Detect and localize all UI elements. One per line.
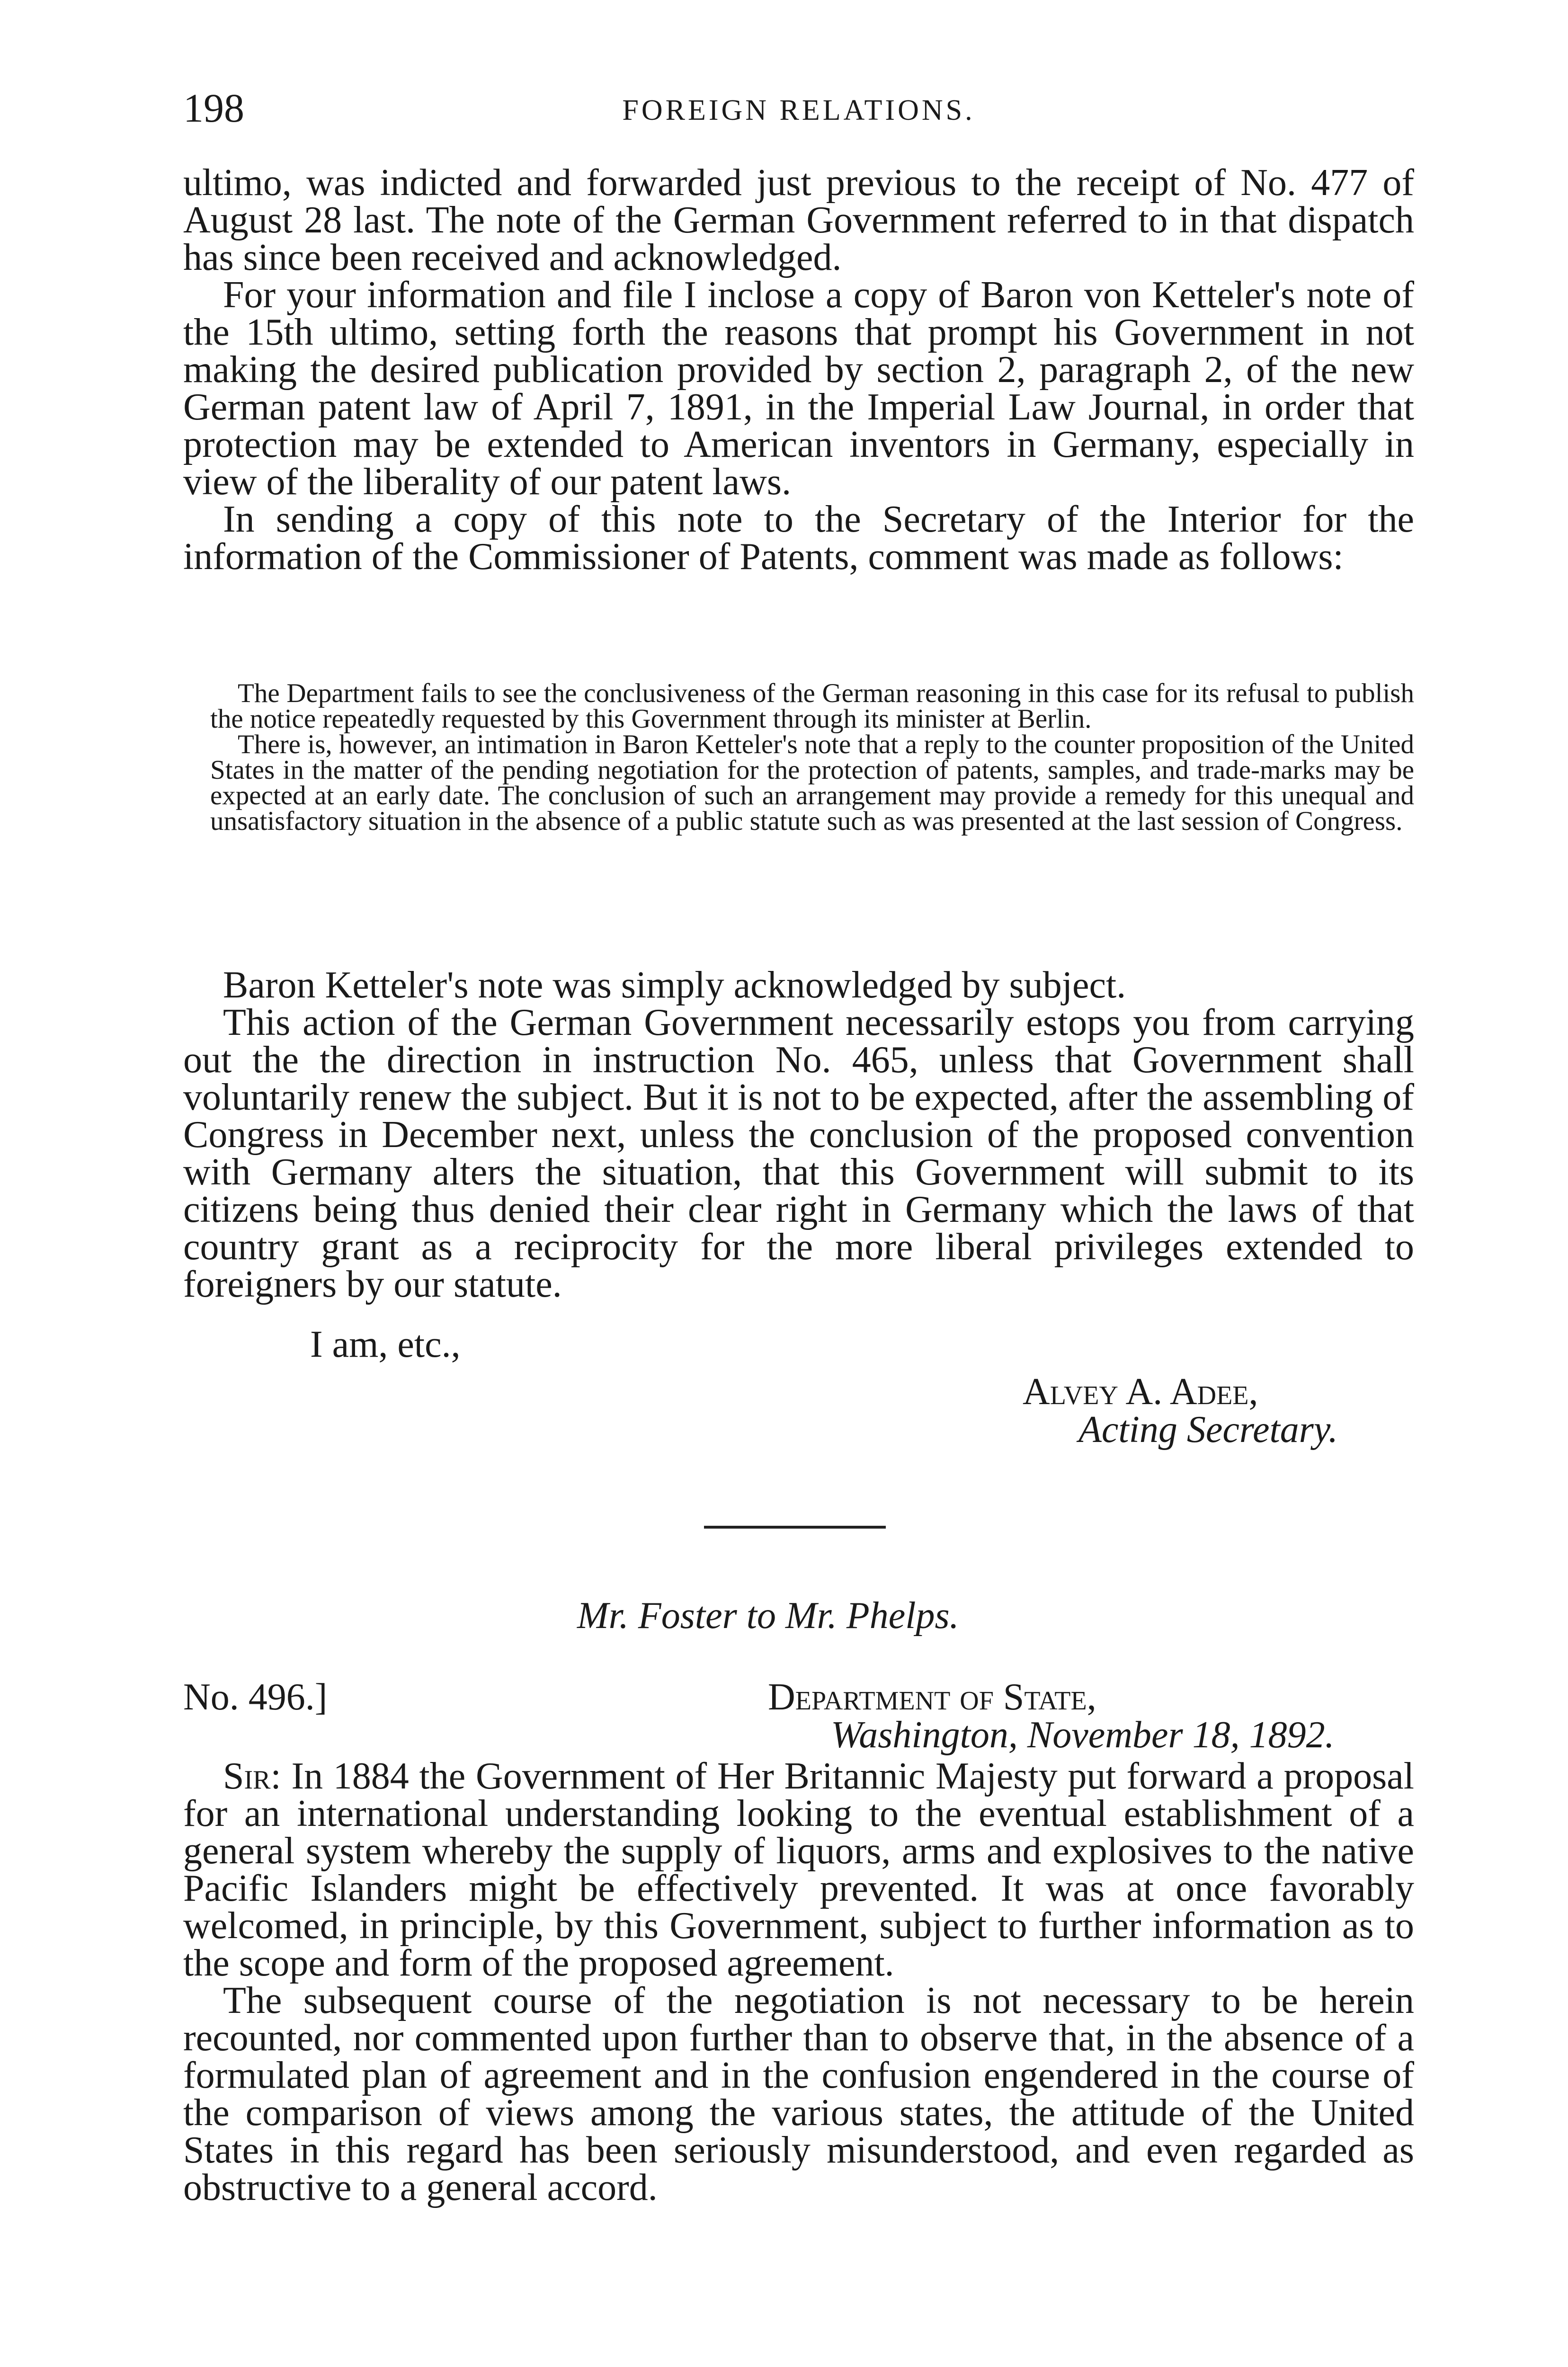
page-number: 198 (183, 85, 244, 131)
paragraph-text: In 1884 the Government of Her Britannic Majesty put forward a proposal for an international understanding looking to the eventual establishment of a general system whereby the supply of liquors, arms and explosives to the native Pacific Islanders might be effectively prevented. It was at once favorably welcomed, in principle, by this Government, subject to further information as to the scope and form of the proposed agreement. (183, 1755, 1414, 1984)
paragraph: For your information and file I inclose a copy of Baron von Ketteler's note of the 15th ultimo, setting forth the reasons that prompt his Government in not making the desired publication provided by section 2, paragraph 2, of the new German patent law of April 7, 1891, in the Imperial Law Journal, in order that protection may be extended to American inventors in Germany, especially in view of the liberality of our patent laws. (183, 274, 1414, 503)
salutation-word: Sir: (223, 1755, 281, 1797)
paragraph: The subsequent course of the negotiation is not necessary to be herein recounted, nor commented upon further than to observe that, in the absence of a formulated plan of agreement and in the confusion engendered in the course of the comparison of views among the various states, the attitude of the United States in this regard has been seriously misunderstood, and even regarded as obstructive to a general accord. (183, 1980, 1414, 2208)
paragraph: In sending a copy of this note to the Secretary of the Interior for the information of the Commissioner of Patents, comment was made as follows: (183, 498, 1414, 578)
paragraph (183, 1755, 1414, 1984)
signature-title: Acting Secretary. (1078, 1409, 1338, 1450)
letter-body-bottom (183, 964, 1414, 1305)
letter-body-second (183, 1755, 1414, 2208)
quoted-paragraph: The Department fails to see the conclusiveness of the German reasoning in this case for its refusal to publish the notice repeatedly requested by this Government through its minister at Berlin. (210, 678, 1414, 734)
paragraph: This action of the German Government necessarily estops you from carrying out the the direction in instruction No. 465, unless that Government shall voluntarily renew the subject. But it is not to be expected, after the assembling of Congress in December next, unless the conclusion of the proposed convention with Germany alters the situation, that this Government will submit to its citizens being thus denied their clear right in Germany which the laws of that country grant as a reciprocity for the more liberal privileges extended to foreigners by our statute. (183, 1002, 1414, 1305)
dispatch-number: No. 496.] (183, 1676, 328, 1718)
letter-heading: Mr. Foster to Mr. Phelps. (577, 1595, 959, 1637)
place-date: Washington, November 18, 1892. (831, 1714, 1335, 1756)
running-header (183, 84, 1414, 131)
section-divider (704, 1526, 886, 1529)
running-title: FOREIGN RELATIONS. (622, 94, 975, 126)
signature-name: Alvey A. Adee, (1023, 1371, 1258, 1413)
paragraph: ultimo, was indicted and forwarded just previous to the receipt of No. 477 of August 28 last. The note of the German Government referred to in that dispatch has since been received and acknowledged. (183, 162, 1414, 278)
letter-body-top (183, 164, 1414, 576)
salutation: I am, etc., (310, 1324, 461, 1365)
paragraph: Baron Ketteler's note was simply acknowledged by subject. (223, 964, 1126, 1006)
department-name: Department of State, (768, 1676, 1096, 1718)
quoted-paragraph: There is, however, an intimation in Baron Ketteler's note that a reply to the counter proposition of the United States in the matter of the pending negotiation for the protection of patents, samples, and trade-marks may be expected at an early date. The conclusion of such an arrangement may provide a remedy for this unequal and unsatisfactory situation in the absence of a public statute such as was presented at the last session of Congress. (210, 730, 1414, 836)
quoted-comment (210, 678, 1414, 836)
